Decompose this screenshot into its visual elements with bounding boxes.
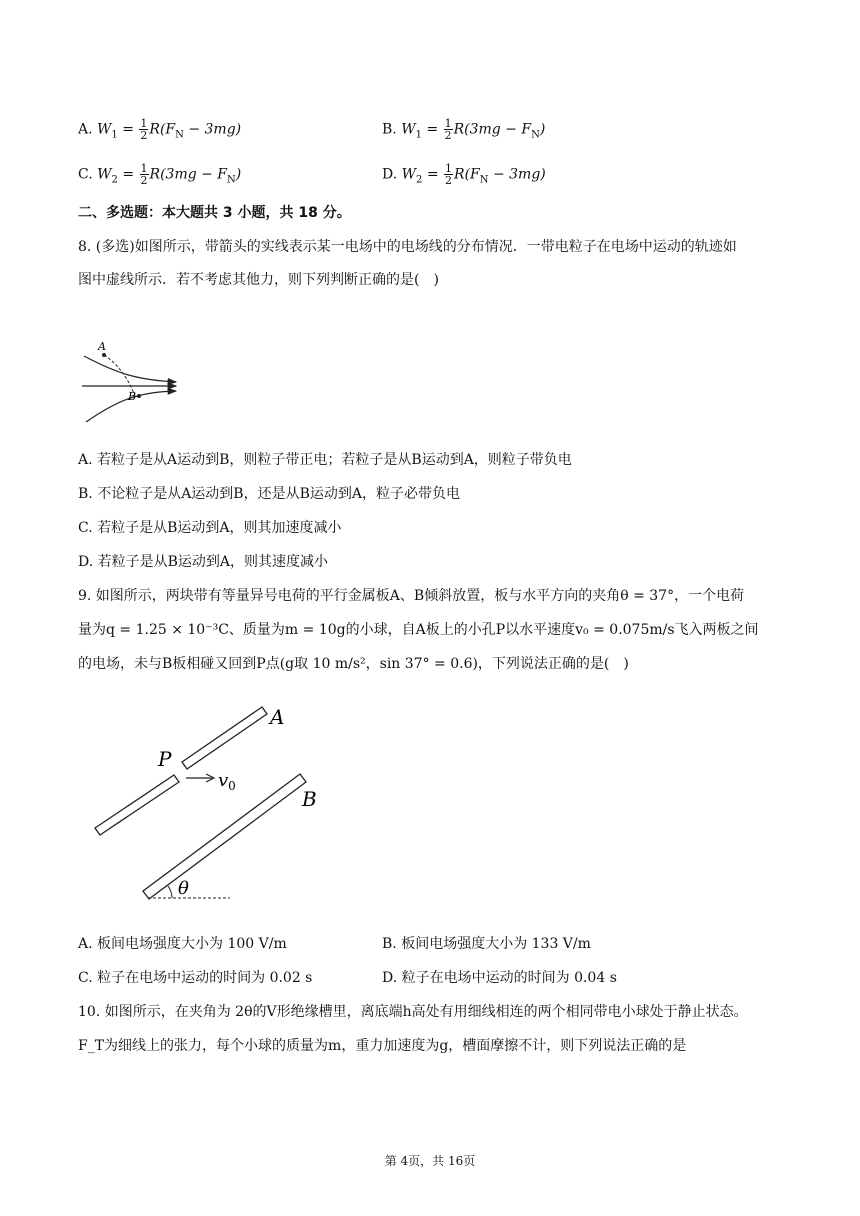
q9-label-a: A xyxy=(270,705,285,729)
q9-option-c: C. 粒子在电场中运动的时间为 0.02 s xyxy=(78,970,313,986)
q9-option-a: A. 板间电场强度大小为 100 V/m xyxy=(78,936,287,952)
q7-option-a: A. $W_1$ = $\frac{1}{2}$ $R(F_N - 3mg)$ xyxy=(78,117,242,142)
fraction: $\frac{1}{2}$ xyxy=(444,117,452,142)
q8-option-a: A. 若粒子是从A运动到B，则粒子带正电；若粒子是从B运动到A，则粒子带负电 xyxy=(78,452,572,468)
q9-label-b: B xyxy=(302,787,317,811)
q8-stem-line2: 图中虚线所示．若不考虑其他力，则下列判断正确的是( ) xyxy=(78,272,439,288)
fraction: $\frac{1}{2}$ xyxy=(445,162,453,187)
section-heading: 二、多选题：本大题共 3 小题，共 18 分。 xyxy=(78,205,351,221)
q10-stem-line1: 10. 如图所示，在夹角为 2θ的V形绝缘槽里，离底端h高处有用细线相连的两个相同带电小球处于静止状态。 xyxy=(78,1004,748,1020)
q10-stem-line2: F_T为细线上的张力，每个小球的质量为m，重力加速度为g，槽面摩擦不计，则下列说法正确的是 xyxy=(78,1038,687,1054)
q9-option-b: B. 板间电场强度大小为 133 V/m xyxy=(382,936,591,952)
q8-option-c: C. 若粒子是从B运动到A，则其加速度减小 xyxy=(78,520,342,536)
q9-plates-figure xyxy=(90,700,340,905)
q8-label-b: B xyxy=(128,390,137,403)
q7-option-b: B. $W_1$ = $\frac{1}{2}$ $R(3mg - F_N)$ xyxy=(382,117,546,142)
q9-stem-line3: 的电场，未与B板相碰又回到P点(g取 10 m/s²，sin 37° = 0.6)，下列说法正确的是( ) xyxy=(78,656,629,672)
q9-option-d: D. 粒子在电场中运动的时间为 0.04 s xyxy=(382,970,617,986)
q8-field-line-figure xyxy=(78,338,188,428)
fraction: $\frac{1}{2}$ xyxy=(140,162,148,187)
q7-option-c: C. $W_2$ = $\frac{1}{2}$ $R(3mg - F_N)$ xyxy=(78,162,242,187)
fraction: $\frac{1}{2}$ xyxy=(140,117,148,142)
q9-label-v0: $v_0$ xyxy=(218,770,236,793)
page-footer: 第 4页，共 16页 xyxy=(384,1154,476,1168)
q9-stem-line2: 量为q = 1.25 × 10⁻³C、质量为m = 10g的小球，自A板上的小孔P以水平速度v₀ = 0.075m/s飞入两板之间 xyxy=(78,622,759,638)
q9-label-theta: θ xyxy=(178,878,189,899)
q8-option-d: D. 若粒子是从B运动到A，则其速度减小 xyxy=(78,554,329,570)
q9-stem-line1: 9. 如图所示，两块带有等量异号电荷的平行金属板A、B倾斜放置，板与水平方向的夹角θ = 37°，一个电荷 xyxy=(78,588,745,604)
q8-stem-line1: 8. (多选)如图所示，带箭头的实线表示某一电场中的电场线的分布情况．一带电粒子在电场中运动的轨迹如 xyxy=(78,239,737,255)
q7-option-d: D. $W_2$ = $\frac{1}{2}$ $R(F_N - 3mg)$ xyxy=(382,162,546,187)
q8-label-a: A xyxy=(98,340,106,353)
q9-label-p: P xyxy=(158,747,172,771)
q8-option-b: B. 不论粒子是从A运动到B，还是从B运动到A，粒子必带负电 xyxy=(78,486,460,502)
